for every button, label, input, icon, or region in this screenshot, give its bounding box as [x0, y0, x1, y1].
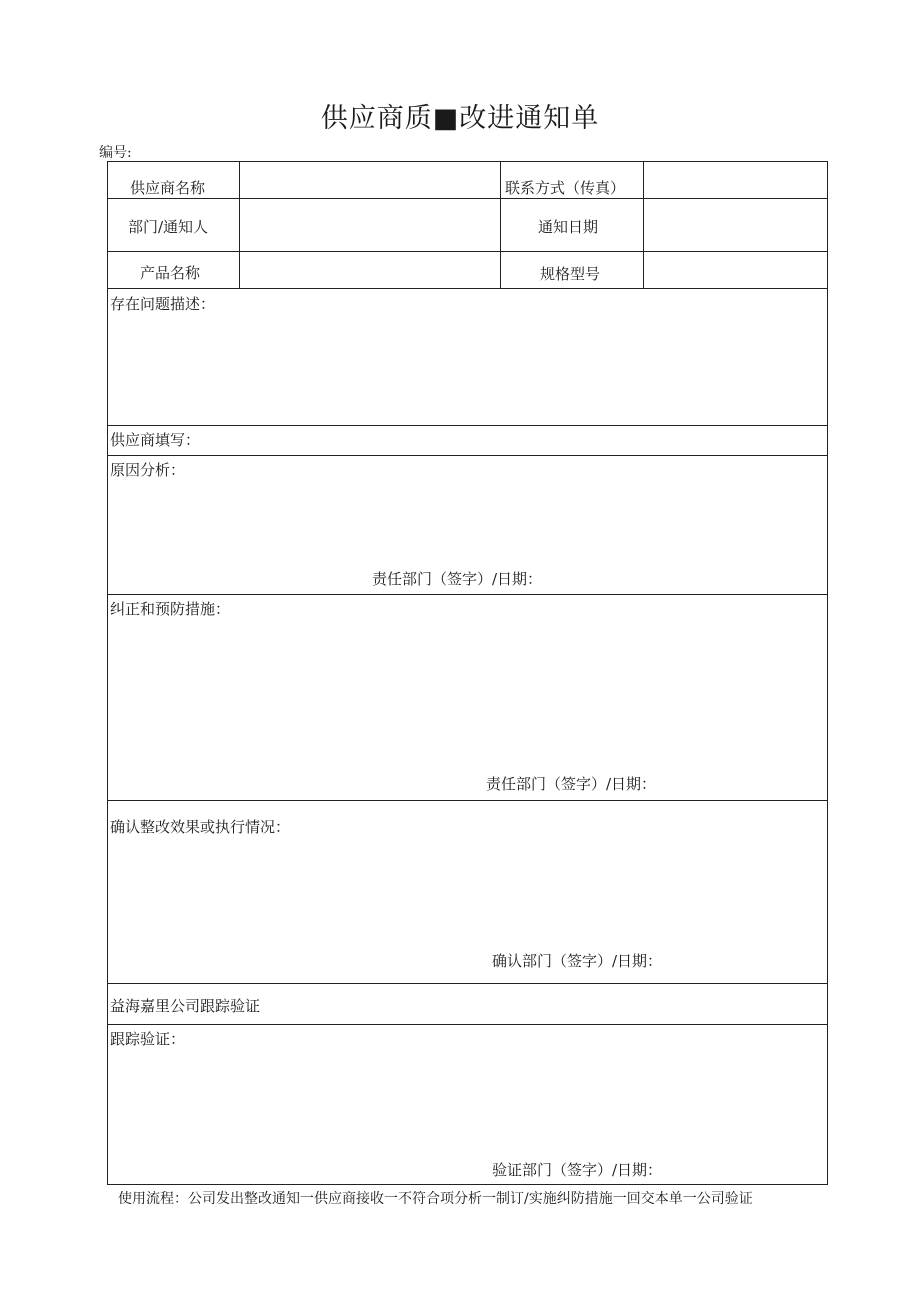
spec-model-label: 规格型号	[540, 265, 601, 283]
notice-date-label: 通知日期	[538, 218, 599, 236]
corrective-signature-label: 责任部门（签字）/日期：	[486, 775, 657, 793]
usage-flow-footer: 使用流程：公司发出整改通知一供应商接收一不符合项分析一制订/实施纠防措施一回交本单一公司验证	[118, 1191, 753, 1207]
contact-fax-label: 联系方式（传真）	[505, 179, 626, 197]
corrective-actions-label: 纠正和预防措施：	[110, 600, 231, 618]
column-divider	[500, 161, 501, 288]
row-divider	[107, 800, 828, 801]
dept-notifier-label: 部门/通知人	[128, 218, 209, 236]
spec-model-field[interactable]	[644, 252, 827, 288]
notice-date-field[interactable]	[644, 199, 827, 251]
contact-fax-field[interactable]	[644, 162, 827, 198]
dept-notifier-field[interactable]	[240, 199, 499, 251]
confirm-effect-label: 确认整改效果或执行情况：	[110, 818, 291, 836]
cause-analysis-label: 原因分析：	[110, 461, 186, 479]
row-divider	[107, 288, 828, 289]
row-divider	[107, 425, 828, 426]
row-divider	[107, 455, 828, 456]
product-name-field[interactable]	[240, 252, 499, 288]
row-divider	[107, 1024, 828, 1025]
serial-number-label: 编号:	[99, 145, 132, 161]
tracking-verify-label: 跟踪验证：	[110, 1030, 186, 1048]
product-name-label: 产品名称	[140, 264, 201, 282]
row-divider	[107, 983, 828, 984]
supplier-fill-label: 供应商填写：	[110, 431, 201, 449]
tracking-signature-label: 验证部门（签字）/日期：	[492, 1161, 663, 1179]
supplier-name-label: 供应商名称	[130, 179, 206, 197]
company-tracking-label: 益海嘉里公司跟踪验证	[110, 997, 261, 1015]
page-title: 供应商质■改进通知单	[320, 103, 600, 134]
row-divider	[107, 594, 828, 595]
cause-signature-label: 责任部门（签字）/日期：	[372, 570, 543, 588]
confirm-signature-label: 确认部门（签字）/日期：	[492, 952, 663, 970]
form-table	[107, 161, 828, 1185]
supplier-name-field[interactable]	[240, 162, 499, 198]
problem-description-label: 存在问题描述：	[110, 295, 216, 313]
